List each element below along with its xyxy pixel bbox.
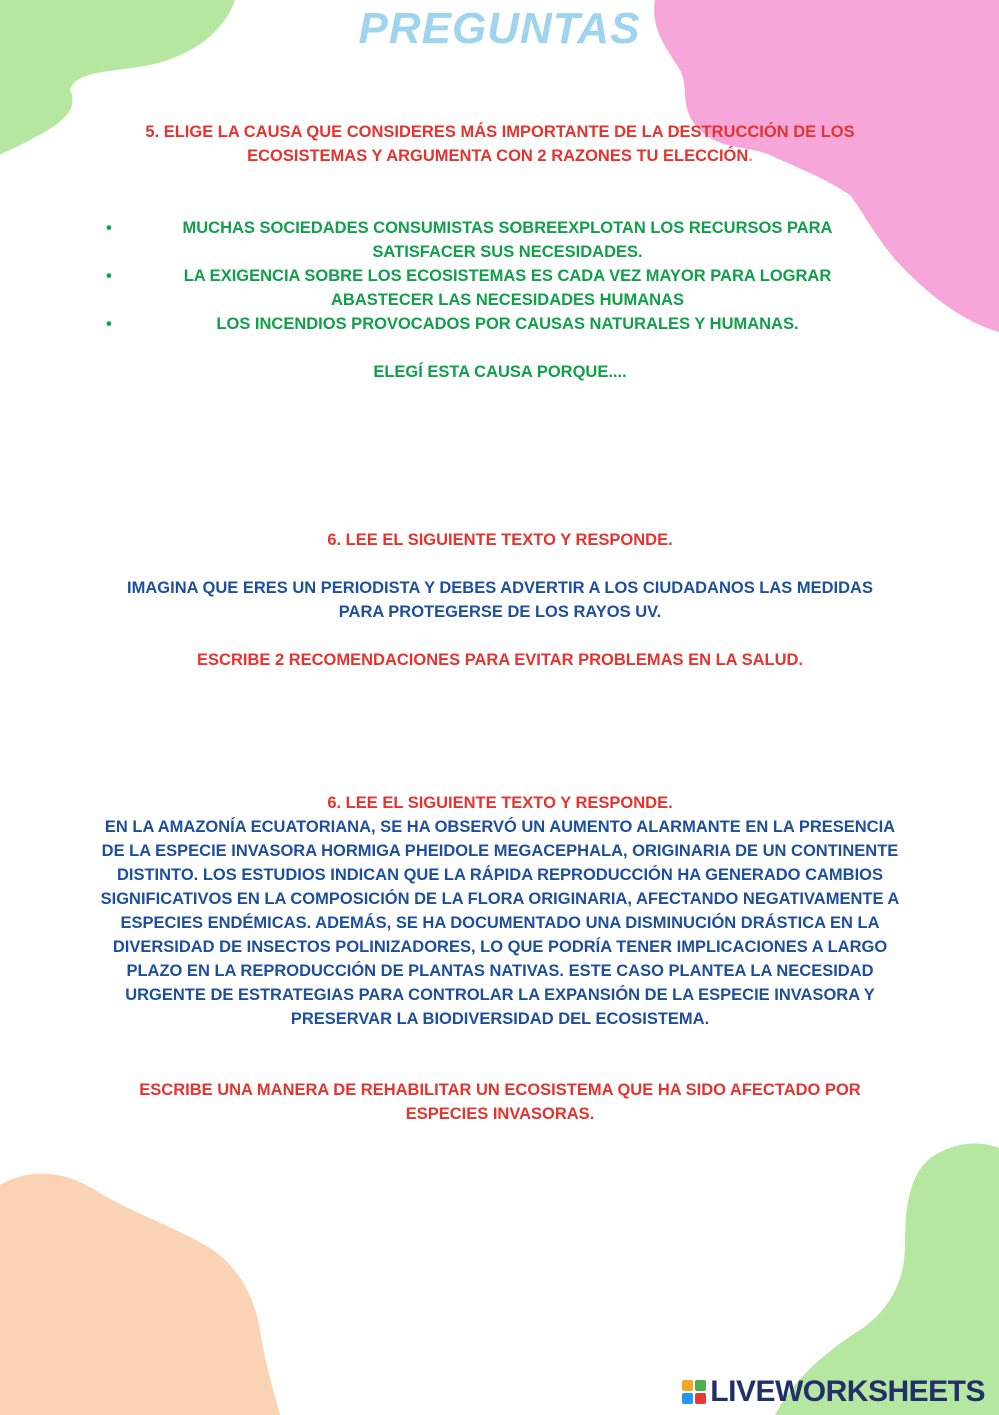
q5-options-list bbox=[100, 216, 900, 336]
list-item bbox=[100, 216, 900, 264]
list-item bbox=[100, 264, 900, 312]
bullet-icon: • bbox=[106, 315, 112, 333]
q5-prompt-main: 5. ELIGE LA CAUSA QUE CONSIDERES MÁS IMPORTANTE DE LA DESTRUCCIÓN DE LOS ECOSISTEMAS Y ARGUMENTA CON 2 RAZONES TU ELECCIÓN bbox=[145, 123, 855, 165]
q6b-text: EN LA AMAZONÍA ECUATORIANA, SE HA OBSERVÓ UN AUMENTO ALARMANTE EN LA PRESENCIA DE LA ESPECIE INVASORA HORMIGA PHEIDOLE MEGACEPHALA, ORIGINARIA DE UN CONTINENTE DISTINTO. LOS ESTUDIOS INDICAN QUE LA RÁPIDA REPRODUCCIÓN HA GENERADO CAMBIOS SIGNIFICATIVOS EN LA COMPOSICIÓN DE LA FLORA ORIGINARIA, AFECTANDO NEGATIVAMENTE A ESPECIES ENDÉMICAS. ADEMÁS, SE HA DOCUMENTADO UNA DISMINUCIÓN DRÁSTICA EN LA DIVERSIDAD DE INSECTOS POLINIZADORES, LO QUE PODRÍA TENER IMPLICACIONES A LARGO PLAZO EN LA REPRODUCCIÓN DE PLANTAS NATIVAS. ESTE CASO PLANTEA LA NECESIDAD URGENTE DE ESTRATEGIAS PARA CONTROLAR LA EXPANSIÓN DE LA ESPECIE INVASORA Y PRESERVAR LA BIODIVERSIDAD DEL ECOSISTEMA. bbox=[100, 818, 900, 1028]
brand-name: LIVEWORKSHEETS bbox=[710, 1375, 985, 1408]
liveworksheets-mark-icon bbox=[682, 1380, 706, 1404]
q6a-heading: 6. LEE EL SIGUIENTE TEXTO Y RESPONDE. bbox=[327, 531, 673, 549]
list-item bbox=[100, 312, 900, 336]
q6b-instruction: ESCRIBE UNA MANERA DE REHABILITAR UN ECOSISTEMA QUE HA SIDO AFECTADO POR ESPECIES INVASORAS. bbox=[139, 1081, 861, 1123]
q5-answer-lead: ELEGÍ ESTA CAUSA PORQUE.... bbox=[373, 363, 627, 381]
q5-option-1: MUCHAS SOCIEDADES CONSUMISTAS SOBREEXPLOTAN LOS RECURSOS PARA SATISFACER SUS NECESIDADES. bbox=[182, 219, 833, 261]
page-title: PREGUNTAS bbox=[358, 4, 641, 53]
q5-prompt bbox=[100, 120, 900, 168]
liveworksheets-logo bbox=[682, 1377, 985, 1407]
q6a-text: IMAGINA QUE ERES UN PERIODISTA Y DEBES ADVERTIR A LOS CIUDADANOS LAS MEDIDAS PARA PROTEGERSE DE LOS RAYOS UV. bbox=[127, 579, 873, 621]
q5-option-3: LOS INCENDIOS PROVOCADOS POR CAUSAS NATURALES Y HUMANAS. bbox=[216, 315, 799, 333]
bullet-icon: • bbox=[106, 219, 112, 237]
q6b-heading: 6. LEE EL SIGUIENTE TEXTO Y RESPONDE. bbox=[327, 794, 673, 812]
q5-option-2: LA EXIGENCIA SOBRE LOS ECOSISTEMAS ES CADA VEZ MAYOR PARA LOGRAR ABASTECER LAS NECESIDADES HUMANAS bbox=[183, 267, 832, 309]
bullet-icon: • bbox=[106, 267, 112, 285]
q6a-instruction: ESCRIBE 2 RECOMENDACIONES PARA EVITAR PROBLEMAS EN LA SALUD. bbox=[197, 651, 803, 669]
peach-blob-bottom-left bbox=[0, 1174, 280, 1415]
q5-prompt-end: . bbox=[748, 147, 753, 165]
